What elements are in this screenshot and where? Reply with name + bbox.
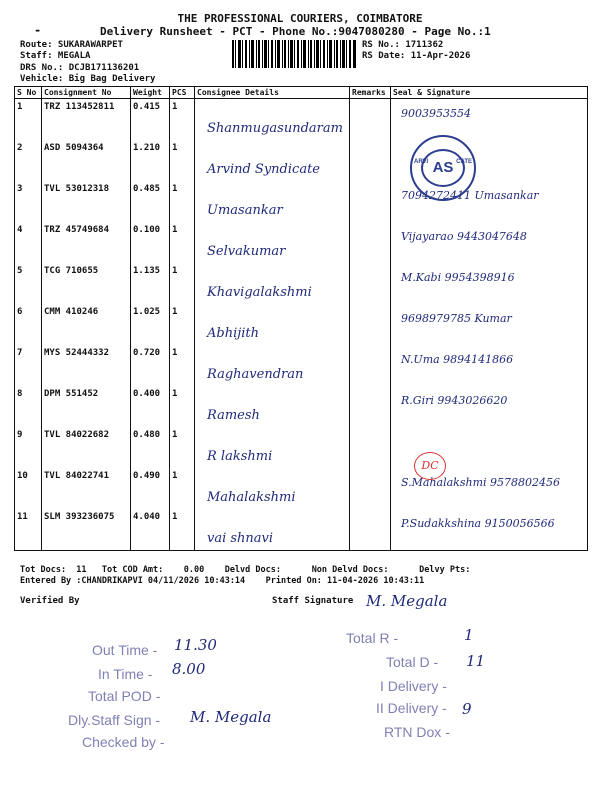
runsheet-table	[14, 86, 588, 551]
stamp-in-time-value: 8.00	[172, 660, 206, 678]
consignee-name-handwritten: Mahalakshmi	[207, 490, 296, 505]
cell-remarks	[350, 181, 391, 222]
consignee-name-handwritten: Selvakumar	[207, 244, 286, 259]
table-row	[15, 427, 588, 468]
cell-remarks	[350, 386, 391, 427]
consignee-name-handwritten: vai shnavi	[207, 531, 274, 546]
cell-consignee	[195, 509, 350, 551]
table-row	[15, 222, 588, 263]
cell-pcs: 1	[170, 427, 195, 468]
col-pcs: PCS	[170, 87, 195, 99]
seal-stamp	[410, 135, 476, 201]
runsheet-subtitle: Delivery Runsheet - PCT - Phone No.:9047080280 - Page No.:1	[100, 25, 491, 38]
cell-consignment-no: DPM 551452	[42, 386, 131, 427]
table-row	[15, 304, 588, 345]
stamp-rtn-dox: RTN Dox -	[384, 724, 450, 740]
cell-consignment-no: SLM 393236075	[42, 509, 131, 551]
consignee-name-handwritten: Ramesh	[207, 408, 260, 423]
verified-by-label: Verified By	[20, 596, 80, 606]
cell-sno: 5	[15, 263, 42, 304]
stamp-i-delivery: I Delivery -	[380, 678, 447, 694]
stamp-total-pod: Total POD -	[88, 688, 161, 704]
table-row	[15, 468, 588, 509]
stamp-out-time-value: 11.30	[174, 636, 217, 654]
header-dash: -	[34, 23, 42, 37]
col-sno: S No	[15, 87, 42, 99]
cell-pcs: 1	[170, 140, 195, 181]
stamp-dly-staff-sign: Dly.Staff Sign -	[68, 712, 161, 728]
cell-consignment-no: TCG 710655	[42, 263, 131, 304]
consignee-name-handwritten: Abhijith	[207, 326, 260, 341]
cell-seal-signature	[391, 222, 588, 263]
cell-sno: 3	[15, 181, 42, 222]
stamp-in-time: In Time -	[98, 666, 153, 682]
totals-line: Tot Docs: 11 Tot COD Amt: 0.00 Delvd Docs: Non Delvd Docs: Delvy Pts:	[20, 565, 471, 575]
cell-remarks	[350, 99, 391, 141]
table-row	[15, 99, 588, 141]
cell-sno: 1	[15, 99, 42, 141]
signature-handwritten: 9698979785 Kumar	[401, 312, 512, 325]
cell-consignment-no: TVL 53012318	[42, 181, 131, 222]
stamp-total-r-value: 1	[464, 626, 474, 644]
cell-pcs: 1	[170, 222, 195, 263]
drs-number: DRS No.: DCJB171136201	[20, 63, 140, 73]
consignee-name-handwritten: R lakshmi	[207, 449, 273, 464]
cell-seal-signature	[391, 386, 588, 427]
cell-sno: 6	[15, 304, 42, 345]
col-seal-signature: Seal & Signature	[391, 87, 588, 99]
stamp-total-d: Total D -	[386, 654, 439, 670]
signature-handwritten: P.Sudakkshina 9150056566	[401, 517, 555, 530]
consignee-name-handwritten: Umasankar	[207, 203, 283, 218]
stamp-dly-staff-value: M. Megala	[190, 708, 272, 726]
cell-remarks	[350, 263, 391, 304]
rs-number: RS No.: 1711362	[362, 40, 444, 50]
stamp-ii-delivery-value: 9	[462, 700, 472, 718]
staff-label: Staff: MEGALA	[20, 51, 91, 61]
signature-handwritten: 7094272411 Umasankar	[401, 189, 539, 202]
cell-consignment-no: CMM 410246	[42, 304, 131, 345]
signature-handwritten: 9003953554	[401, 107, 471, 120]
cell-consignee	[195, 345, 350, 386]
cell-weight: 0.485	[131, 181, 170, 222]
cell-pcs: 1	[170, 304, 195, 345]
cell-weight: 0.720	[131, 345, 170, 386]
signature-handwritten: S.Mahalakshmi 9578802456	[401, 476, 561, 489]
stamp-out-time: Out Time -	[92, 642, 158, 658]
cell-consignee	[195, 140, 350, 181]
col-weight: Weight	[131, 87, 170, 99]
cell-sno: 10	[15, 468, 42, 509]
dc-circle-stamp: DC	[414, 452, 446, 480]
col-remarks: Remarks	[350, 87, 391, 99]
cell-weight: 0.415	[131, 99, 170, 141]
cell-seal-signature	[391, 99, 588, 141]
cell-remarks	[350, 140, 391, 181]
seal-ring-right: CATE	[456, 159, 472, 165]
company-title: THE PROFESSIONAL COURIERS, COIMBATORE	[177, 12, 423, 25]
cell-remarks	[350, 427, 391, 468]
cell-remarks	[350, 468, 391, 509]
barcode-icon	[232, 40, 356, 68]
cell-consignment-no: ASD 5094364	[42, 140, 131, 181]
cell-weight: 0.100	[131, 222, 170, 263]
cell-pcs: 1	[170, 181, 195, 222]
table-row	[15, 509, 588, 551]
cell-consignee	[195, 427, 350, 468]
cell-sno: 8	[15, 386, 42, 427]
entered-by-line: Entered By :CHANDRIKAPVI 04/11/2026 10:43:14 Printed On: 11-04-2026 10:43:11	[20, 576, 425, 586]
cell-seal-signature	[391, 509, 588, 551]
cell-weight: 1.210	[131, 140, 170, 181]
cell-pcs: 1	[170, 386, 195, 427]
cell-pcs: 1	[170, 509, 195, 551]
staff-signature-handwritten: M. Megala	[366, 592, 448, 610]
consignee-name-handwritten: Arvind Syndicate	[207, 162, 320, 177]
cell-consignment-no: MYS 52444332	[42, 345, 131, 386]
cell-weight: 1.025	[131, 304, 170, 345]
table-header-row	[15, 87, 588, 99]
col-consignee: Consignee Details	[195, 87, 350, 99]
stamp-ii-delivery: II Delivery -	[376, 700, 447, 716]
cell-weight: 1.135	[131, 263, 170, 304]
cell-sno: 4	[15, 222, 42, 263]
stamp-total-r: Total R -	[346, 630, 399, 646]
cell-pcs: 1	[170, 99, 195, 141]
table-row	[15, 345, 588, 386]
cell-consignment-no: TRZ 113452811	[42, 99, 131, 141]
table-row	[15, 263, 588, 304]
signature-handwritten: M.Kabi 9954398916	[401, 271, 515, 284]
cell-pcs: 1	[170, 468, 195, 509]
stamp-total-d-value: 11	[466, 652, 486, 670]
col-consignment: Consignment No	[42, 87, 131, 99]
signature-handwritten: R.Giri 9943026620	[401, 394, 508, 407]
cell-remarks	[350, 345, 391, 386]
cell-weight: 0.480	[131, 427, 170, 468]
cell-seal-signature	[391, 263, 588, 304]
cell-pcs: 1	[170, 263, 195, 304]
rs-date: RS Date: 11-Apr-2026	[362, 51, 471, 61]
vehicle-label: Vehicle: Big Bag Delivery	[20, 74, 156, 84]
cell-seal-signature	[391, 304, 588, 345]
cell-sno: 2	[15, 140, 42, 181]
table-row	[15, 140, 588, 181]
consignee-name-handwritten: Shanmugasundaram	[207, 121, 343, 136]
staff-signature-label: Staff Signature	[272, 596, 354, 606]
cell-consignment-no: TVL 84022682	[42, 427, 131, 468]
cell-pcs: 1	[170, 345, 195, 386]
signature-handwritten: Vijayarao 9443047648	[401, 230, 527, 243]
cell-weight: 4.040	[131, 509, 170, 551]
cell-sno: 11	[15, 509, 42, 551]
route-label: Route: SUKARAWARPET	[20, 40, 123, 50]
cell-remarks	[350, 222, 391, 263]
cell-weight: 0.490	[131, 468, 170, 509]
cell-consignee	[195, 468, 350, 509]
stamp-checked-by: Checked by -	[82, 734, 165, 750]
cell-remarks	[350, 304, 391, 345]
cell-consignee	[195, 304, 350, 345]
signature-handwritten: N.Uma 9894141866	[401, 353, 514, 366]
cell-remarks	[350, 509, 391, 551]
table-row	[15, 181, 588, 222]
table-row	[15, 386, 588, 427]
cell-consignee	[195, 222, 350, 263]
consignee-name-handwritten: Raghavendran	[207, 367, 304, 382]
cell-consignee	[195, 263, 350, 304]
cell-consignment-no: TRZ 45749684	[42, 222, 131, 263]
cell-seal-signature	[391, 345, 588, 386]
cell-consignee	[195, 181, 350, 222]
cell-consignment-no: TVL 84022741	[42, 468, 131, 509]
cell-consignee	[195, 99, 350, 141]
consignee-name-handwritten: Khavigalakshmi	[207, 285, 312, 300]
cell-consignee	[195, 386, 350, 427]
cell-sno: 9	[15, 427, 42, 468]
cell-weight: 0.400	[131, 386, 170, 427]
cell-sno: 7	[15, 345, 42, 386]
seal-center: AS	[421, 149, 465, 187]
seal-ring-left: ARVI	[414, 159, 429, 165]
